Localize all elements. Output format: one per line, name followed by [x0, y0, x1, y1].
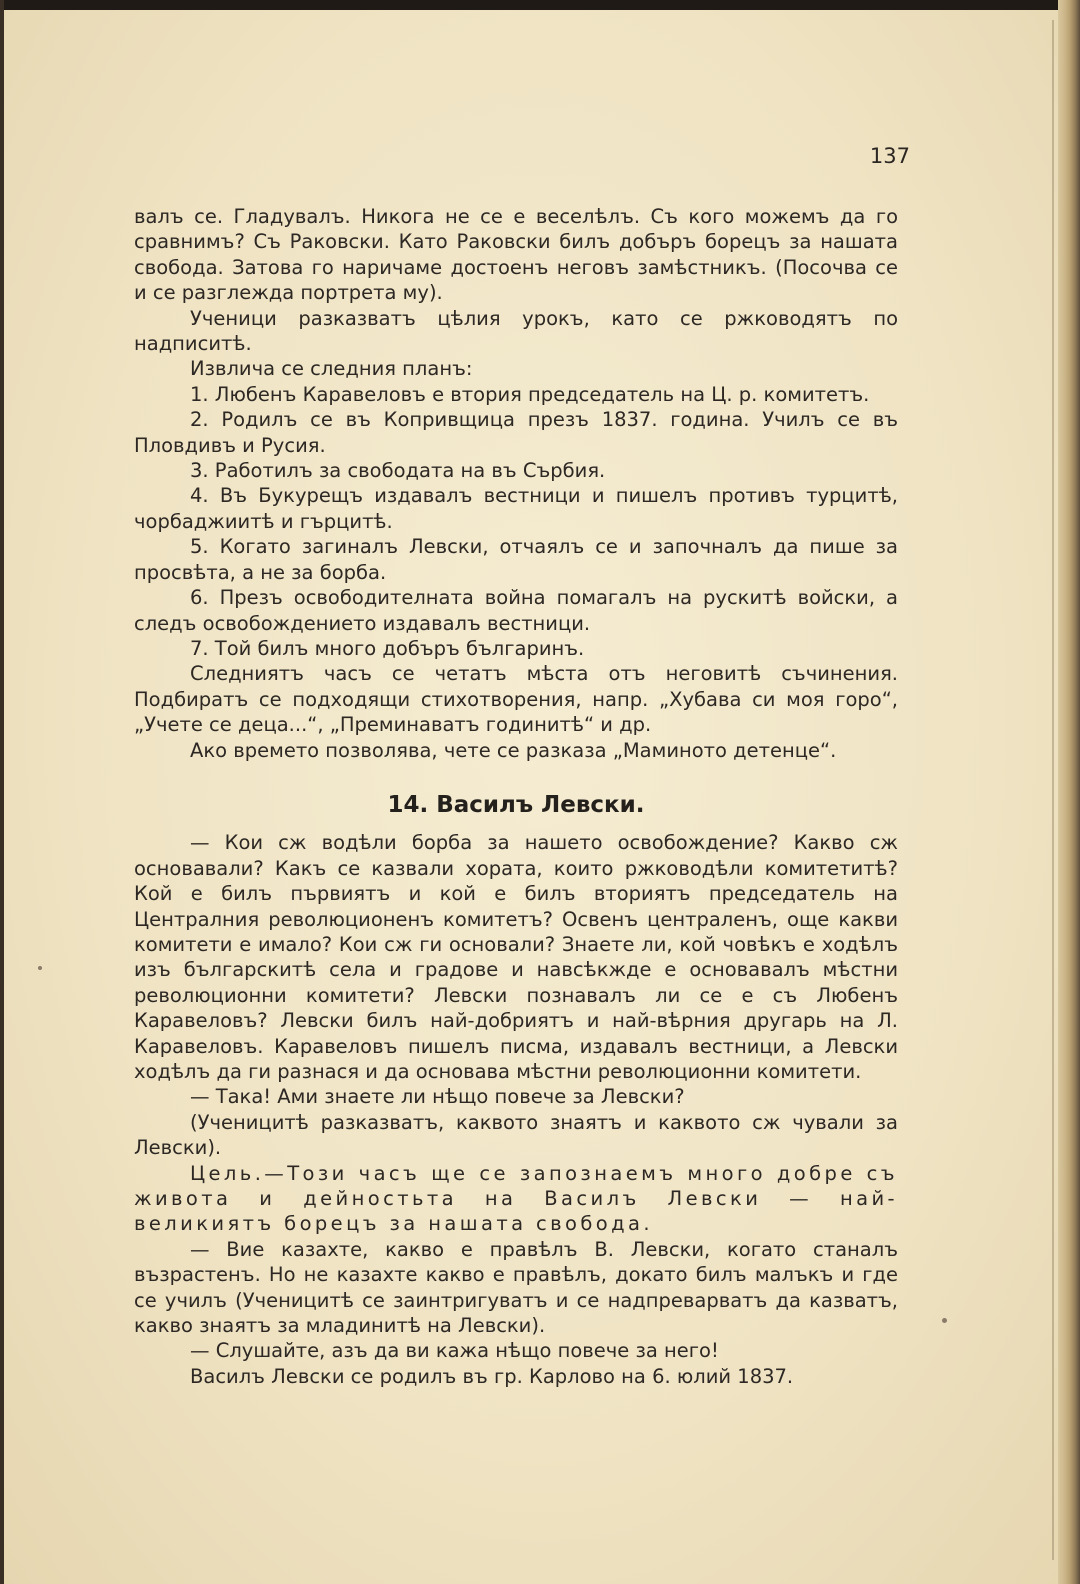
- paragraph: — Така! Ами знаете ли нѣщо повече за Левски?: [190, 1085, 685, 1109]
- paragraph: Цель.—Този часъ ще се запознаемъ много добре съ живота и дейностьта на Василъ Левски — най-великиятъ борецъ за нашата свобода.: [134, 1161, 898, 1236]
- section-after-heading: [134, 830, 898, 1389]
- section-number: 14.: [387, 791, 429, 818]
- page-body: [134, 204, 898, 1389]
- paragraph: — Кои сж водѣли борба за нашето освобождение? Какво сж основавали? Какъ се казвали хората, които ржководѣли комитетитѣ? Кой е билъ първиятъ и кой е билъ вториятъ председатель на Централния революционенъ комитетъ? Освенъ централенъ, още какви комитети е имало? Кои сж ги основали? Знаете ли, кой човѣкъ е ходѣлъ изъ българскитѣ села и градове и навсѣкжде е основавалъ мѣстни революционни комитети? Левски познавалъ ли се е съ Любенъ Каравеловъ? Левски билъ най-добриятъ и най-вѣрния другарь на Л. Каравеловъ. Каравеловъ пишелъ писма, издавалъ вестници, а Левски ходѣлъ да ги разнася и да основава мѣстни революционни комитети.: [134, 831, 898, 1083]
- section-heading: [134, 793, 898, 818]
- scan-left-edge: [0, 0, 4, 1584]
- paragraph: Василъ Левски се родилъ въ гр. Карлово на 6. юлий 1837.: [190, 1364, 794, 1388]
- paragraph: 7. Той билъ много добъръ българинъ.: [190, 636, 585, 660]
- scan-top-edge: [0, 0, 1080, 10]
- paragraph: Извлича се следния планъ:: [190, 357, 473, 381]
- paragraph: 6. Презъ освободителната война помагалъ на рускитѣ войски, а следъ освобождението издавалъ вестници.: [134, 586, 898, 635]
- paragraph: Ако времето позволява, чете се разказа „Маминото детенце“.: [190, 738, 837, 762]
- book-spine-edge: [1058, 0, 1080, 1584]
- page-fold-line: [1052, 20, 1054, 1560]
- paragraph: Ученици разказватъ цѣлия урокъ, като се ржководятъ по надписитѣ.: [134, 306, 898, 356]
- ink-spot: [942, 1318, 947, 1323]
- section-before-heading: [134, 204, 898, 763]
- paragraph: 2. Родилъ се въ Копривщица презъ 1837. година. Училъ се въ Пловдивъ и Русия.: [134, 408, 898, 457]
- paragraph: — Вие казахте, какво е правѣлъ В. Левски, когато станалъ възрастенъ. Но не казахте какво е правѣлъ, докато билъ малъкъ и где се училъ (Ученицитѣ се заинтригуватъ и се надпреварватъ да казватъ, какво знаятъ за младинитѣ на Левски).: [134, 1237, 898, 1338]
- paragraph: валъ се. Гладувалъ. Никога не се е веселѣлъ. Съ кого можемъ да го сравнимъ? Съ Раковски. Като Раковски билъ добъръ борецъ за нашата свобода. Затова го наричаме достоенъ неговъ замѣстникъ. (Посочва се и се разглежда портрета му).: [134, 205, 898, 305]
- ink-spot: [38, 966, 42, 970]
- paragraph: 1. Любенъ Каравеловъ е втория председатель на Ц. р. комитетъ.: [190, 382, 870, 406]
- section-title: Василъ Левски.: [436, 791, 645, 818]
- paragraph: — Слушайте, азъ да ви кажа нѣщо повече за него!: [190, 1339, 719, 1363]
- paragraph: 4. Въ Букурещъ издавалъ вестници и пишелъ противъ турцитѣ, чорбаджиитѣ и гърцитѣ.: [134, 484, 898, 533]
- paragraph: (Ученицитѣ разказватъ, каквото знаятъ и каквото сж чували за Левски).: [134, 1110, 898, 1160]
- paragraph: Следниятъ часъ се четатъ мѣста отъ неговитѣ съчинения. Подбиратъ се подходящи стихотворения, напр. „Хубава си моя горо“, „Учете се деца...“, „Преминаватъ годинитѣ“ и др.: [134, 662, 898, 737]
- paragraph: 5. Когато загиналъ Левски, отчаялъ се и започналъ да пише за просвѣта, а не за борба.: [134, 535, 898, 584]
- page-number: 137: [869, 144, 910, 168]
- paragraph: 3. Работилъ за свободата на въ Сърбия.: [190, 459, 606, 483]
